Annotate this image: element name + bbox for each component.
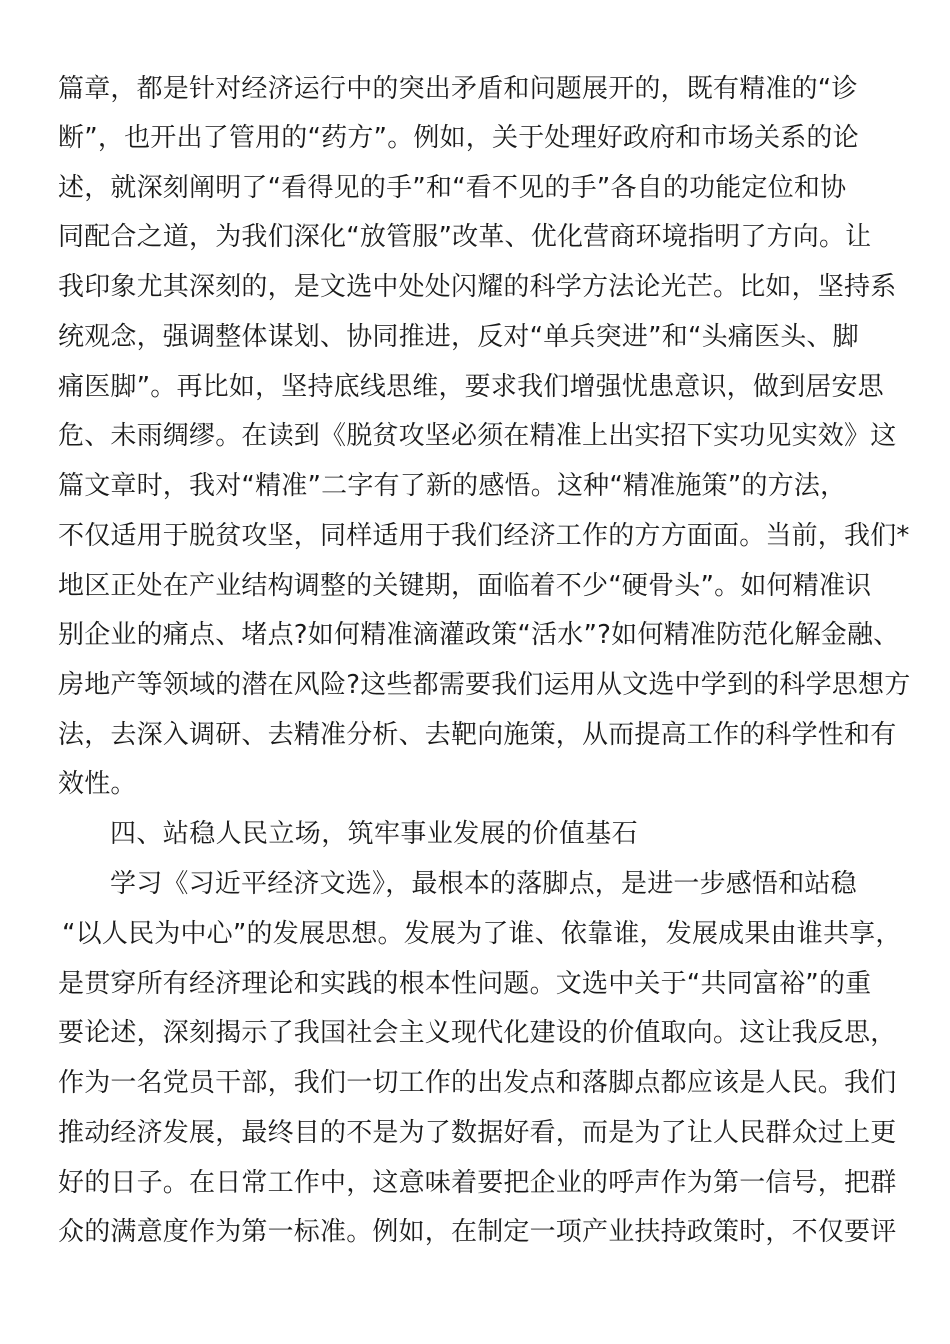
text-line: 统观念，强调整体谋划、协同推进，反对“单兵突进”和“头痛医头、脚 bbox=[58, 322, 859, 352]
text-line: 别企业的痛点、堵点?如何精准滴灌政策“活水”?如何精准防范化解金融、 bbox=[58, 620, 900, 650]
text-line: 篇文章时，我对“精准”二字有了新的感悟。这种“精准施策”的方法， bbox=[58, 471, 847, 501]
text-line: 房地产等领域的潜在风险?这些都需要我们运用从文选中学到的科学思想方 bbox=[58, 670, 911, 700]
text-line: 地区正处在产业结构调整的关键期，面临着不少“硬骨头”。如何精准识 bbox=[58, 571, 872, 601]
text-line: 痛医脚”。再比如，坚持底线思维，要求我们增强忧患意识，做到居安思 bbox=[58, 372, 884, 402]
text-line: 危、未雨绸缪。在读到《脱贫攻坚必须在精准上出实招下实功见实效》这 bbox=[58, 421, 897, 451]
text-line: 要论述，深刻揭示了我国社会主义现代化建设的价值取向。这让我反思， bbox=[58, 1018, 897, 1048]
text-line: 述，就深刻阐明了“看得见的手”和“看不见的手”各自的功能定位和协 bbox=[58, 173, 847, 203]
text-line: “以人民为中心”的发展思想。发展为了谁、依靠谁，发展成果由谁共享， bbox=[62, 919, 902, 949]
text-line: 学习《习近平经济文选》，最根本的落脚点，是进一步感悟和站稳 bbox=[110, 869, 857, 899]
text-line: 篇章，都是针对经济运行中的突出矛盾和问题展开的，既有精准的“诊 bbox=[58, 74, 858, 104]
text-line: 不仅适用于脱贫攻坚，同样适用于我们经济工作的方方面面。当前，我们* bbox=[58, 521, 910, 551]
text-line: 同配合之道，为我们深化“放管服”改革、优化营商环境指明了方向。让 bbox=[58, 222, 872, 252]
text-line: 作为一名党员干部，我们一切工作的出发点和落脚点都应该是人民。我们 bbox=[58, 1068, 897, 1098]
text-line: 效性。 bbox=[58, 769, 137, 799]
text-line: 好的日子。在日常工作中，这意味着要把企业的呼声作为第一信号，把群 bbox=[58, 1168, 897, 1198]
section-heading: 四、站稳人民立场，筑牢事业发展的价值基石 bbox=[110, 819, 639, 849]
text-line: 是贯穿所有经济理论和实践的根本性问题。文选中关于“共同富裕”的重 bbox=[58, 969, 872, 999]
text-line: 法，去深入调研、去精准分析、去靶向施策，从而提高工作的科学性和有 bbox=[58, 720, 897, 750]
text-line: 我印象尤其深刻的，是文选中处处闪耀的科学方法论光芒。比如，坚持系 bbox=[58, 272, 897, 302]
text-line: 众的满意度作为第一标准。例如，在制定一项产业扶持政策时，不仅要评 bbox=[58, 1217, 897, 1247]
text-line: 推动经济发展，最终目的不是为了数据好看，而是为了让人民群众过上更 bbox=[58, 1118, 897, 1148]
text-line: 断”，也开出了管用的“药方”。例如，关于处理好政府和市场关系的论 bbox=[58, 123, 859, 153]
